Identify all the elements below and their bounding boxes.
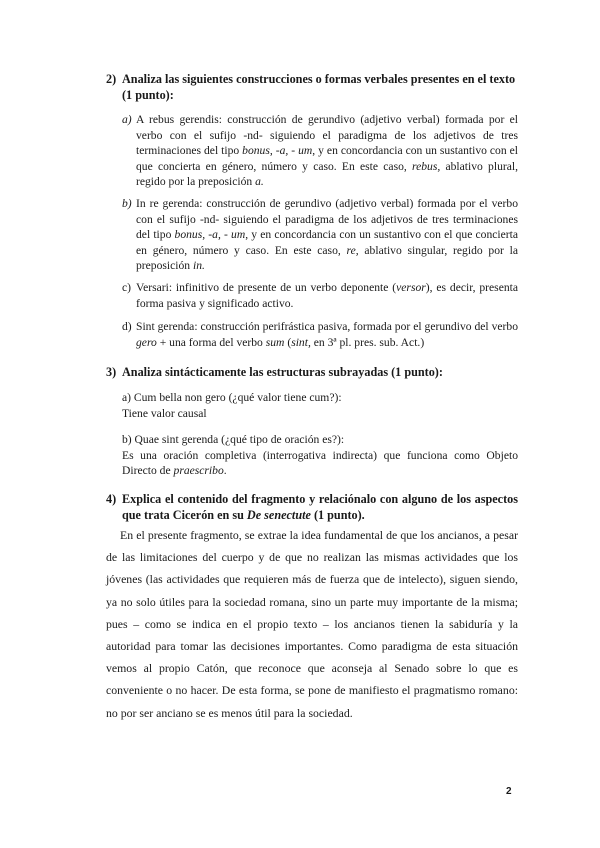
- q2-item-d-label: d): [122, 320, 132, 333]
- q2-item-c-label: c): [122, 281, 132, 294]
- page-number: 2: [506, 786, 512, 797]
- question-4-title: Explica el contenido del fragmento y relaciónalo con alguno de los aspectos que trata Cicerón en su De senectute (1 punto).: [122, 492, 518, 522]
- question-2-title: Analiza las siguientes construcciones o formas verbales presentes en el texto (1 punto):: [122, 72, 516, 102]
- q3-part-a-answer: Tiene valor causal: [122, 406, 207, 420]
- q2-item-c-text: Versari: infinitivo de presente de un verbo deponente (versor), es decir, presenta forma pasiva y significado activo.: [136, 281, 519, 310]
- q2-item-a-text: A rebus gerendis: construcción de gerundivo (adjetivo verbal) formada por el verbo con el sufijo -nd- siguiendo el paradigma de los adjetivos de tres terminaciones del tipo bonus, -a, - um, y en concordancia con un sustantivo con el que concierta en género, número y caso. En este caso, rebus, ablativo plural, regido por la preposición a.: [136, 113, 518, 188]
- question-2-heading: [106, 71, 518, 103]
- q2-item-b: [122, 196, 518, 274]
- question-3-number: 3): [106, 365, 117, 379]
- q2-item-a-label: a): [122, 113, 132, 126]
- q2-item-a: [122, 112, 518, 190]
- q3-part-b-answer: Es una oración completiva (interrogativa indirecta) que funciona como Objeto Directo de praescribo.: [122, 448, 518, 477]
- question-4-number: 4): [106, 492, 117, 506]
- question-3-heading: [106, 364, 518, 380]
- q2-item-b-text: In re gerenda: construcción de gerundivo (adjetivo verbal) formada por el verbo con el sufijo -nd- siguiendo el paradigma de los adjetivos de tres terminaciones del tipo bonus, -a, - um, y en concordancia con un sustantivo con el que concierta en género, número y caso. En este caso, re, ablativo singular, regido por la preposición in.: [136, 197, 518, 272]
- q3-part-a: [122, 390, 518, 421]
- q2-item-d-text: Sint gerenda: construcción perifrástica pasiva, formada por el gerundivo del verbo gero + una forma del verbo sum (sint, en 3ª pl. pres. sub. Act.): [136, 320, 518, 349]
- q2-item-b-label: b): [122, 197, 132, 210]
- q2-item-c: [122, 280, 518, 311]
- q3-part-b: [122, 432, 518, 479]
- q2-item-d: [122, 319, 518, 350]
- q3-part-b-question: b) Quae sint gerenda (¿qué tipo de oración es?):: [122, 433, 345, 446]
- q4-answer-paragraph: En el presente fragmento, se extrae la idea fundamental de que los ancianos, a pesar de las limitaciones del cuerpo y de que no realizan las mismas actividades que los jóvenes (las actividades que requieren más de fuerza que de intelecto), siguen siendo, ya no solo útiles para la sociedad romana, sino un parte muy importante de la misma; pues – como se indica en el propio texto – los ancianos tienen la sabiduría y la autoridad para tomar las decisiones importantes. Como paradigma de esta situación vemos al propio Catón, que reconoce que aconseja al Senado sobre lo que es conveniente o no hacer. De esta forma, se pone de manifiesto el pragmatismo romano: no por ser anciano se es menos útil para la sociedad.: [106, 528, 518, 720]
- question-2-number: 2): [106, 72, 117, 86]
- q3-part-a-question: a) Cum bella non gero (¿qué valor tiene cum?):: [122, 391, 342, 404]
- question-3-title: Analiza sintácticamente las estructuras subrayadas (1 punto):: [122, 365, 443, 379]
- question-4-heading: [106, 491, 518, 523]
